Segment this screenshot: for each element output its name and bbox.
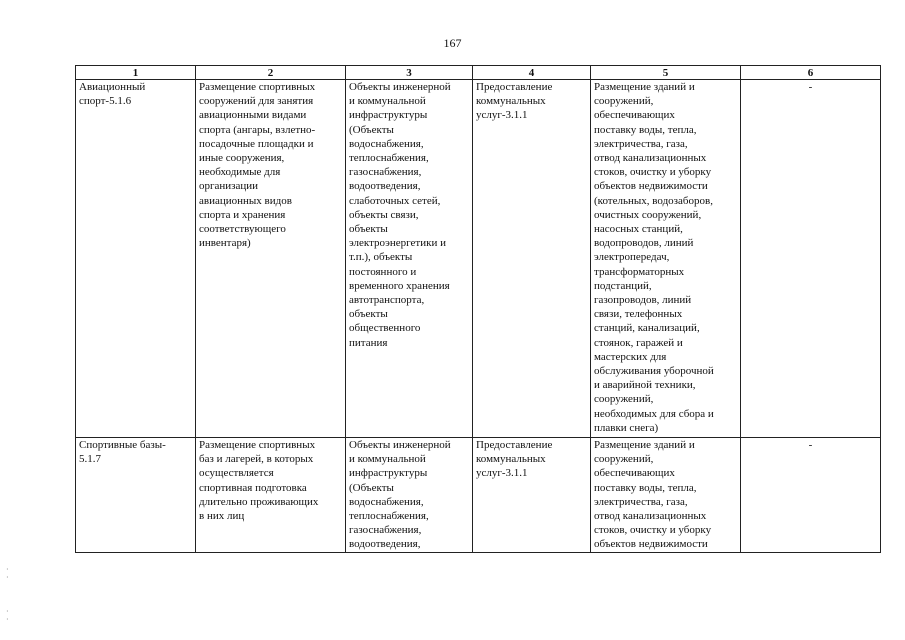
table-cell bbox=[473, 438, 591, 553]
cell-text: Размещение спортивных сооружений для занятия авиационными видами спорта (ангары, взлетно- посадочные площадки и иные сооружения, необходимые для организации авиационных видов спорта и хранения соответствующего инвентаря) bbox=[199, 81, 316, 250]
table-cell bbox=[591, 80, 741, 438]
cell-text: Спортивные базы- 5.1.7 bbox=[79, 439, 166, 466]
cell-text: Размещение зданий и сооружений, обеспечивающих поставку воды, тепла, электричества, газа, отвод канализационных стоков, очистку и уборку объектов недвижимости (котельных, водозаборов, очистных сооружений, насосных станций, водопроводов, линий электропередач, трансформаторных подстанций, газопроводов, линий связи, телефонных станций, канализаций, стоянок, гаражей и мастерских для обслуживания уборочной и аварийной техники, сооружений, необходимых для сбора и плавки снега) bbox=[594, 81, 714, 434]
table-cell bbox=[346, 438, 473, 553]
cell-text: Объекты инженерной и коммунальной инфраструктуры (Объекты водоснабжения, теплоснабжения, газоснабжения, водоотведения, bbox=[349, 439, 451, 551]
column-header: 6 bbox=[741, 66, 881, 80]
table-cell bbox=[741, 80, 881, 438]
table-cell bbox=[196, 438, 346, 553]
scan-edge-mark: · · bbox=[6, 565, 9, 582]
table-cell bbox=[741, 438, 881, 553]
cell-text: - bbox=[808, 439, 813, 451]
cell-text: Предоставление коммунальных услуг-3.1.1 bbox=[476, 439, 553, 480]
table-cell bbox=[196, 80, 346, 438]
cell-text: Размещение зданий и сооружений, обеспечивающих поставку воды, тепла, электричества, газа, отвод канализационных стоков, очистку и уборку объектов недвижимости bbox=[594, 439, 712, 551]
table-cell bbox=[473, 80, 591, 438]
cell-text: Размещение спортивных баз и лагерей, в которых осуществляется спортивная подготовка длительно проживающих в них лиц bbox=[199, 439, 319, 523]
cell-text: Объекты инженерной и коммунальной инфраструктуры (Объекты водоснабжения, теплоснабжения, газоснабжения, водоотведения, слаботочных сетей, объекты связи, объекты электроэнергетики и т.п.), объекты постоянного и временного хранения автотранспорта, объекты общественного питания bbox=[349, 81, 451, 349]
column-header: 4 bbox=[473, 66, 591, 80]
cell-text: Авиационный спорт-5.1.6 bbox=[79, 81, 146, 108]
column-header: 3 bbox=[346, 66, 473, 80]
table-cell bbox=[76, 80, 196, 438]
scan-edge-mark: · · bbox=[6, 607, 9, 624]
column-header: 1 bbox=[76, 66, 196, 80]
table-row bbox=[76, 438, 881, 553]
table-row bbox=[76, 80, 881, 438]
cell-text: - bbox=[808, 81, 813, 93]
column-header: 5 bbox=[591, 66, 741, 80]
table-header-row bbox=[76, 66, 881, 80]
table-cell bbox=[591, 438, 741, 553]
column-header: 2 bbox=[196, 66, 346, 80]
cell-text: Предоставление коммунальных услуг-3.1.1 bbox=[476, 81, 553, 122]
table-cell bbox=[346, 80, 473, 438]
table-cell bbox=[76, 438, 196, 553]
page-number: 167 bbox=[443, 36, 462, 50]
land-use-table bbox=[75, 65, 881, 553]
